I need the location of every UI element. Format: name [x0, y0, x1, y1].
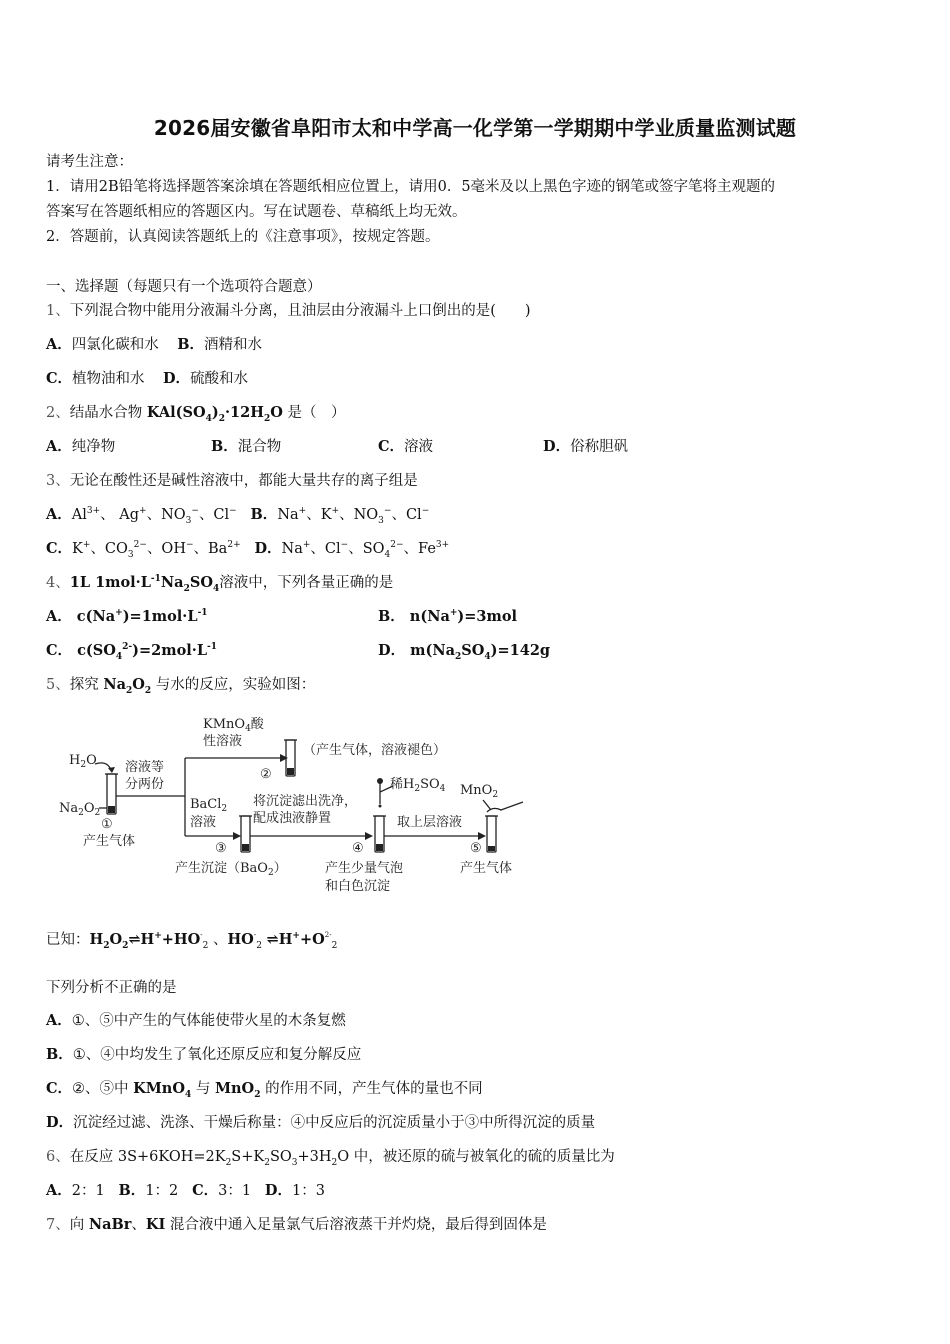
question-3-options-cd: C．K+、$CO_3^{2-}$、OH−、$Ba^{2+}$ D．Na+、Cl−、$SO_4^{2-}$、$Fe^{3+}$ [46, 540, 450, 560]
page-title: 2026届安徽省阜阳市太和中学高一化学第一学期期中学业质量监测试题 [153, 116, 797, 140]
question-1-options-ab: A．四氯化碳和水 B．酒精和水 [46, 336, 262, 353]
section-heading: 一、选择题（每题只有一个选项符合题意） [46, 279, 322, 295]
question-1-options-cd: C．植物油和水 D．硫酸和水 [46, 370, 249, 387]
question-5-option-c: C．②、⑤中 KMnO$_4$ 与 MnO$_2$ 的作用不同，产生气体的量也不同 [46, 1080, 483, 1100]
svg-text:产生少量气泡: 产生少量气泡 [325, 861, 404, 876]
svg-text:溶液等: 溶液等 [125, 760, 165, 775]
svg-text:产生气体: 产生气体 [460, 861, 513, 876]
question-5-option-d: D．沉淀经过滤、洗涤、干燥后称量：④中反应后的沉淀质量小于③中所得沉淀的质量 [46, 1114, 596, 1131]
notice-item-2: 2．答题前，认真阅读答题纸上的《注意事项》，按规定答题。 [46, 229, 440, 245]
svg-text:⑤: ⑤ [470, 841, 482, 856]
question-2-option-a: A．纯净物 [46, 438, 116, 455]
svg-text:BaCl2: BaCl$_2$ [190, 797, 228, 814]
question-5: 5、探究 $Na_2O_2$ 与水的反应，实验如图： [46, 676, 316, 696]
svg-text:产生气体: 产生气体 [83, 834, 136, 849]
question-5-known: 已知：$H_2O_2\rightleftharpoons H^++HO^-_2$ 、$HO^-_2$ $\rightleftharpoons H^++O^{2-}_2$ [46, 931, 338, 951]
svg-text:取上层溶液: 取上层溶液 [397, 815, 463, 830]
svg-text:和白色沉淀: 和白色沉淀 [325, 879, 391, 894]
question-2-option-d: D．俗称胆矾 [543, 438, 629, 455]
question-7: 7、向 NaBr、KI 混合液中通入足量氯气后溶液蒸干并灼烧，最后得到固体是 [46, 1216, 547, 1233]
svg-text:分两份: 分两份 [125, 777, 165, 792]
notice-heading: 请考生注意： [46, 154, 133, 170]
label-na2o2: $Na_2O_2$ [59, 801, 101, 818]
question-6-options: A．2：1 B．1：2 C．3：1 D．1：3 [46, 1182, 325, 1199]
svg-text:KMnO4酸: KMnO$_4$酸 [203, 717, 264, 734]
svg-text:（产生气体，溶液褪色）: （产生气体，溶液褪色） [303, 743, 447, 758]
svg-text:④: ④ [352, 841, 364, 856]
question-4-option-d: D． $m(Na_2SO_4)=142g$ [378, 642, 551, 662]
question-3: 3、无论在酸性还是碱性溶液中，都能大量共存的离子组是 [46, 473, 418, 489]
question-4-option-c: C． $c(SO_4^{2-})=2mol\cdot L^{-1}$ [46, 642, 218, 662]
question-4-option-a: A． $c(Na^+)=1mol\cdot L^{-1}$ [46, 608, 208, 625]
svg-text:溶液: 溶液 [190, 815, 217, 830]
svg-text:②: ② [260, 767, 272, 782]
experiment-diagram [55, 708, 535, 903]
question-1: 1、下列混合物中能用分液漏斗分离，且油层由分液漏斗上口倒出的是( ) [46, 303, 531, 319]
notice-item-1-cont: 答案写在答题纸相应的答题区内。写在试题卷、草稿纸上均无效。 [46, 204, 467, 220]
notice-item-1: 1．请用2B铅笔将选择题答案涂填在答题纸相应位置上，请用0．5毫米及以上黑色字迹的钢笔或签字笔将主观题的 [46, 179, 776, 195]
svg-text:①: ① [101, 817, 113, 832]
question-3-options-ab: A．$Al^{3+}$、 Ag+、$NO_3^-$、Cl− B．Na+、K+、$NO_3^-$、Cl− [46, 506, 430, 526]
question-5-option-a: A．①、⑤中产生的气体能使带火星的木条复燃 [46, 1012, 346, 1029]
question-5-sub-stem: 下列分析不正确的是 [46, 980, 177, 996]
question-2: 2、结晶水合物 $KAl(SO_4)_2\cdot 12H_2O$ 是（ ） [46, 404, 346, 424]
svg-text:性溶液: 性溶液 [203, 734, 243, 749]
question-5-option-b: B．①、④中均发生了氧化还原反应和复分解反应 [46, 1046, 362, 1063]
question-6: 6、在反应 $3S+6KOH=2K_2S+K_2SO_3+3H_2O$ 中，被还原的硫与被氧化的硫的质量比为 [46, 1149, 615, 1168]
svg-text:将沉淀滤出洗净，: 将沉淀滤出洗净， [253, 794, 358, 809]
svg-text:配成浊液静置: 配成浊液静置 [253, 811, 332, 826]
question-4-option-b: B． n(Na+)=3mol [378, 608, 518, 625]
label-h2o: $H_2O$ [69, 753, 97, 770]
svg-text:稀H2SO4: 稀$H_2SO_4$ [390, 777, 446, 794]
question-2-option-b: B．混合物 [211, 438, 282, 455]
question-4: 4、1L $1mol\cdot L^{-1}Na_2SO_4$溶液中，下列各量正确的是 [46, 574, 394, 594]
svg-text:③: ③ [215, 841, 227, 856]
svg-text:产生沉淀（BaO2）: 产生沉淀（BaO$_2$） [175, 861, 287, 878]
svg-text:MnO2: MnO$_2$ [460, 783, 499, 800]
question-stem: 下列混合物中能用分液漏斗分离，且油层由分液漏斗上口倒出的是( ) [69, 303, 531, 319]
question-2-option-c: C．溶液 [378, 438, 434, 455]
